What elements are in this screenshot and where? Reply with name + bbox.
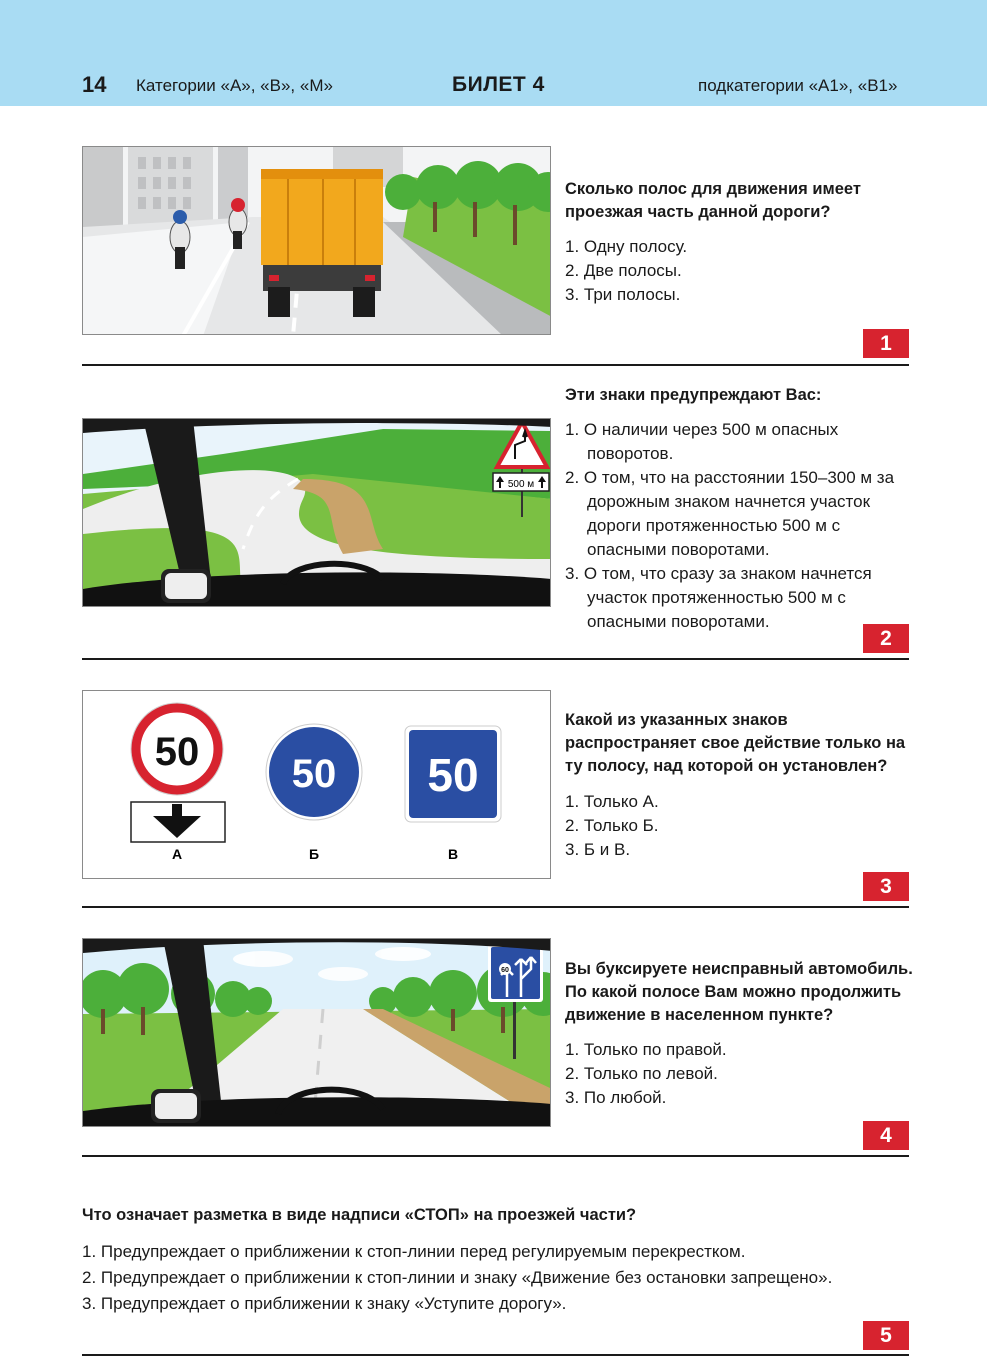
question-1-text: Сколько полос для движения имеет проезжая часть данной дороги? <box>565 180 861 221</box>
question-3-text: Какой из указанных знаков распространяет свое действие только на ту полосу, над которой он установлен? <box>565 711 906 775</box>
answer-option[interactable]: 3. Три полосы. <box>565 285 681 304</box>
question-5-answers <box>82 1239 909 1317</box>
question-2-text: Эти знаки предупреждают Вас: <box>565 386 822 404</box>
page-header <box>0 0 987 106</box>
sign-a-label: А <box>171 846 183 862</box>
question-4-text: Вы буксируете неисправный автомобиль. По какой полосе Вам можно продолжить движение в населенном пункте? <box>565 960 913 1024</box>
question-number-badge: 3 <box>863 872 909 901</box>
divider <box>82 1354 909 1356</box>
question-1-answers <box>565 235 910 307</box>
ticket-title: БИЛЕТ 4 <box>452 73 545 96</box>
question-1-illustration <box>82 146 551 335</box>
question-number-badge: 4 <box>863 1121 909 1150</box>
categories-left: Категории «А», «В», «М» <box>136 76 333 95</box>
divider <box>82 364 909 366</box>
answer-option[interactable]: 2. Только Б. <box>565 816 659 835</box>
lane-sign-value: 60 <box>501 967 509 974</box>
question-4-illustration <box>82 938 551 1127</box>
divider <box>82 906 909 908</box>
categories-right: подкатегории «А1», «В1» <box>698 76 898 95</box>
sign-a-value: 50 <box>154 730 200 774</box>
question-3-illustration <box>82 690 551 879</box>
question-4-answers <box>565 1038 910 1110</box>
answer-option[interactable]: 3. По любой. <box>565 1088 667 1107</box>
answer-option[interactable]: 3. Б и В. <box>565 840 631 859</box>
question-3-answers <box>565 790 910 862</box>
sign-b-label: Б <box>308 846 320 862</box>
sign-b-value: 50 <box>291 752 337 796</box>
answer-option[interactable]: 2. О том, что на расстоянии 150–300 м за дорожным знаком начнется участок дороги протяженностью 500 м с опасными поворотами. <box>565 468 895 559</box>
answer-option[interactable]: 1. О наличии через 500 м опасных поворотов. <box>565 420 839 463</box>
answer-option[interactable]: 1. Одну полосу. <box>565 237 688 256</box>
question-number-badge: 5 <box>863 1321 909 1350</box>
question-2-illustration <box>82 418 551 607</box>
answer-option[interactable]: 3. О том, что сразу за знаком начнется участок протяженностью 500 м с опасными поворотами. <box>565 564 872 631</box>
sign-c-value: 50 <box>427 749 479 801</box>
answer-option[interactable]: 1. Только А. <box>565 792 659 811</box>
answer-option[interactable]: 2. Только по левой. <box>565 1064 718 1083</box>
question-number-badge: 1 <box>863 329 909 358</box>
answer-option[interactable]: 1. Предупреждает о приближении к стоп-линии перед регулируемым перекрестком. <box>82 1242 746 1261</box>
question-number-badge: 2 <box>863 624 909 653</box>
page-number: 14 <box>82 72 107 97</box>
divider <box>82 1155 909 1157</box>
sign-c-label: В <box>447 846 459 862</box>
answer-option[interactable]: 2. Две полосы. <box>565 261 682 280</box>
sign-plate-text: 500 м <box>507 479 535 490</box>
answer-option[interactable]: 1. Только по правой. <box>565 1040 727 1059</box>
answer-option[interactable]: 3. Предупреждает о приближении к знаку «Уступите дорогу». <box>82 1294 567 1313</box>
question-5-text: Что означает разметка в виде надписи «СТОП» на проезжей части? <box>82 1206 637 1224</box>
divider <box>82 658 909 660</box>
question-2-answers <box>565 418 910 634</box>
answer-option[interactable]: 2. Предупреждает о приближении к стоп-линии и знаку «Движение без остановки запрещено». <box>82 1268 833 1287</box>
